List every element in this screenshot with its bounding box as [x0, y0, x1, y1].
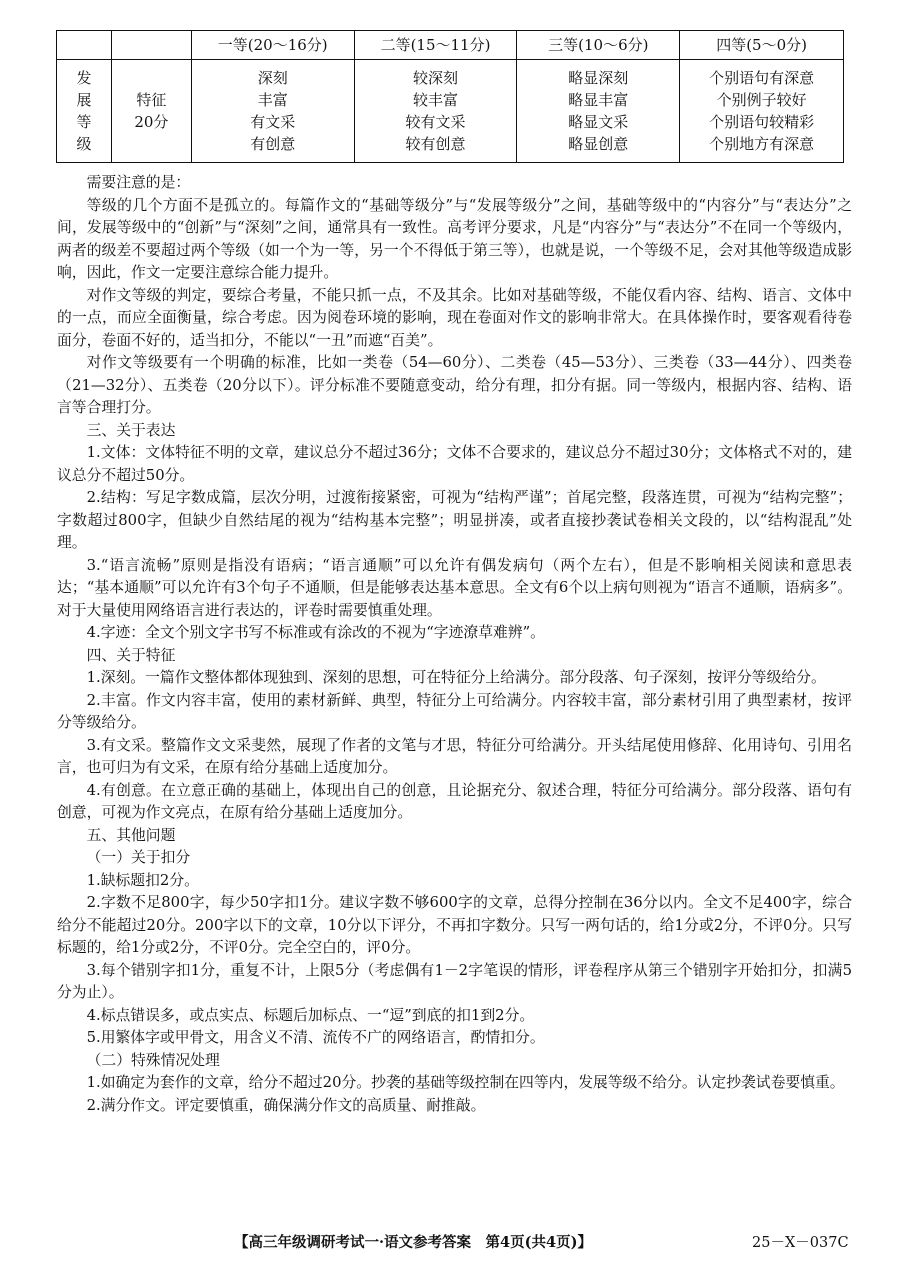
paragraph: 4.标点错误多，或点实点、标题后加标点、一“逗”到底的扣1到2分。	[86, 1006, 535, 1024]
paragraph: 1.深刻。一篇作文整体都体现独到、深刻的思想，可在特征分上给满分。部分段落、句子深刻，按评分等级给分。	[86, 669, 826, 686]
header-cell: 四等(5～0分)	[680, 31, 844, 60]
row-group-cell	[57, 60, 112, 163]
paragraph: 2.结构：写足字数成篇，层次分明，过渡衔接紧密，可视为“结构严谨”；首尾完整，段落连贯，可视为“结构完整”；字数超过800字，但缺少自然结尾的视为“结构基本完整”；明显拼凑，或者直接抄袭试卷相关文段的，以“结构混乱”处理。	[57, 489, 852, 551]
row-label-cell	[111, 60, 191, 163]
grade-line: 个别地方有深意	[709, 135, 815, 153]
section-heading: 三、关于表达	[86, 421, 176, 439]
grade-cell-1	[191, 60, 354, 163]
paragraph: 等级的几个方面不是孤立的。每篇作文的“基础等级分”与“发展等级分”之间，基础等级中的“内容分”与“表达分”之间，发展等级中的“创新”与“深刻”之间，通常具有一致性。高考评分要求，凡是“内容分”与“表达分”不在同一个等级内，两者的级差不要超过两个等级（如一个为一等，另一个不得低于第三等），也就是说，一个等级不足，会对其他等级造成影响，因此，作文一定要注意综合能力提升。	[57, 196, 852, 281]
grade-line: 丰富	[257, 91, 288, 109]
page-footer	[0, 1231, 900, 1255]
grading-table	[56, 30, 844, 163]
footer-title: 【高三年级调研考试一·语文参考答案 第4页(共4页)】	[234, 1234, 592, 1251]
header-cell: 二等(15～11分)	[354, 31, 517, 60]
paragraph: 3.每个错别字扣1分，重复不计，上限5分（考虑偶有1－2字笔误的情形，评卷程序从第三个错别字开始扣分，扣满5分为止）。	[57, 961, 852, 1001]
paragraph: 4.字迹：全文个别文字书写不标准或有涂改的不视为“字迹潦草难辨”。	[86, 624, 545, 641]
row-group-char: 级	[76, 135, 92, 153]
row-label-line: 20分	[134, 113, 169, 131]
row-group-char: 发	[76, 69, 92, 87]
subsection-heading: （二）特殊情况处理	[86, 1051, 220, 1069]
grade-line: 较丰富	[413, 91, 459, 109]
grade-line: 个别例子较好	[716, 91, 807, 109]
grade-line: 深刻	[257, 69, 288, 87]
table-header-row	[57, 31, 844, 60]
header-cell	[57, 31, 112, 60]
grade-line: 个别语句有深意	[709, 69, 815, 87]
paragraph: 2.丰富。作文内容丰富，使用的素材新鲜、典型，特征分上可给满分。内容较丰富，部分素材引用了典型素材，按评分等级给分。	[57, 691, 852, 731]
footer-code: 25－X－037C	[752, 1235, 849, 1251]
grade-cell-2	[354, 60, 517, 163]
subsection-heading: （一）关于扣分	[86, 849, 191, 866]
paragraph: 1.缺标题扣2分。	[86, 871, 199, 889]
paragraph: 对作文等级的判定，要综合考量，不能只抓一点，不及其余。比如对基础等级，不能仅看内容、结构、语言、文体中的一点，而应全面衡量，综合考虑。因为阅卷环境的影响，现在卷面对作文的影响非常大。在具体操作时，要客观看待卷面分，卷面不好的，适当扣分，不能以“一丑”而遮“百美”。	[57, 286, 852, 349]
paragraph: 1.如确定为套作的文章，给分不超过20分。抄袭的基础等级控制在四等内，发展等级不给分。认定抄袭试卷要慎重。	[86, 1074, 845, 1091]
grade-line: 有文采	[250, 113, 296, 131]
section-heading: 四、关于特征	[86, 646, 176, 664]
paragraph: 2.满分作文。评定要慎重，确保满分作文的高质量、耐推敲。	[86, 1096, 486, 1114]
paragraph: 需要注意的是：	[86, 174, 191, 191]
grade-line: 较深刻	[413, 69, 459, 87]
paragraph: 4.有创意。在立意正确的基础上，体现出自己的创意，且论据充分、叙述合理，特征分可给满分。部分段落、语句有创意，可视为作文亮点，在原有给分基础上适度加分。	[57, 781, 852, 821]
paragraph: 1.文体：文体特征不明的文章，建议总分不超过36分；文体不合要求的，建议总分不超过30分；文体格式不对的，建议总分不超过50分。	[57, 444, 852, 484]
body-text	[57, 172, 852, 1117]
header-cell: 一等(20～16分)	[191, 31, 354, 60]
paragraph: 3.有文采。整篇作文文采斐然，展现了作者的文笔与才思，特征分可给满分。开头结尾使用修辞、化用诗句、引用名言，也可归为有文采，在原有给分基础上适度加分。	[57, 736, 852, 776]
grade-cell-4	[680, 60, 844, 163]
grade-line: 略显创意	[568, 135, 629, 153]
grade-line: 较有文采	[405, 113, 466, 131]
grade-cell-3	[517, 60, 680, 163]
grade-line: 有创意	[250, 135, 296, 153]
grade-line: 略显文采	[568, 113, 629, 131]
grade-line: 略显丰富	[568, 91, 629, 109]
row-group-char: 等	[76, 113, 92, 131]
paragraph: 2.字数不足800字，每少50字扣1分。建议字数不够600字的文章，总得分控制在36分以内。全文不足400字，综合给分不能超过20分。200字以下的文章，10分以下评分，不再扣字数分。只写一两句话的，给1分或2分，不评0分。只写标题的，给1分或2分，不评0分。完全空白的，评0分。	[57, 894, 852, 956]
section-heading: 五、其他问题	[86, 826, 176, 844]
table-row	[57, 60, 844, 163]
row-label-line: 特征	[136, 91, 167, 109]
header-cell	[111, 31, 191, 60]
paragraph: 3.“语言流畅”原则是指没有语病；“语言通顺”可以允许有偶发病句（两个左右），但是不影响相关阅读和意思表达；“基本通顺”可以允许有3个句子不通顺，但是能够表达基本意思。全文有6个以上病句则视为“语言不通顺，语病多”。对于大量使用网络语言进行表达的，评卷时需要慎重处理。	[57, 556, 852, 619]
paragraph: 对作文等级要有一个明确的标准，比如一类卷（54—60分）、二类卷（45—53分）、三类卷（33—44分）、四类卷（21—32分）、五类卷（20分以下）。评分标准不要随意变动，给分有理，扣分有据。同一等级内，根据内容、结构、语言等合理打分。	[57, 354, 852, 416]
grade-line: 较有创意	[405, 135, 466, 153]
paragraph: 5.用繁体字或甲骨文，用含义不清、流传不广的网络语言，酌情扣分。	[86, 1029, 545, 1046]
header-cell: 三等(10～6分)	[517, 31, 680, 60]
grade-line: 略显深刻	[568, 69, 629, 87]
row-group-char: 展	[76, 91, 92, 109]
grade-line: 个别语句较精彩	[709, 113, 815, 131]
